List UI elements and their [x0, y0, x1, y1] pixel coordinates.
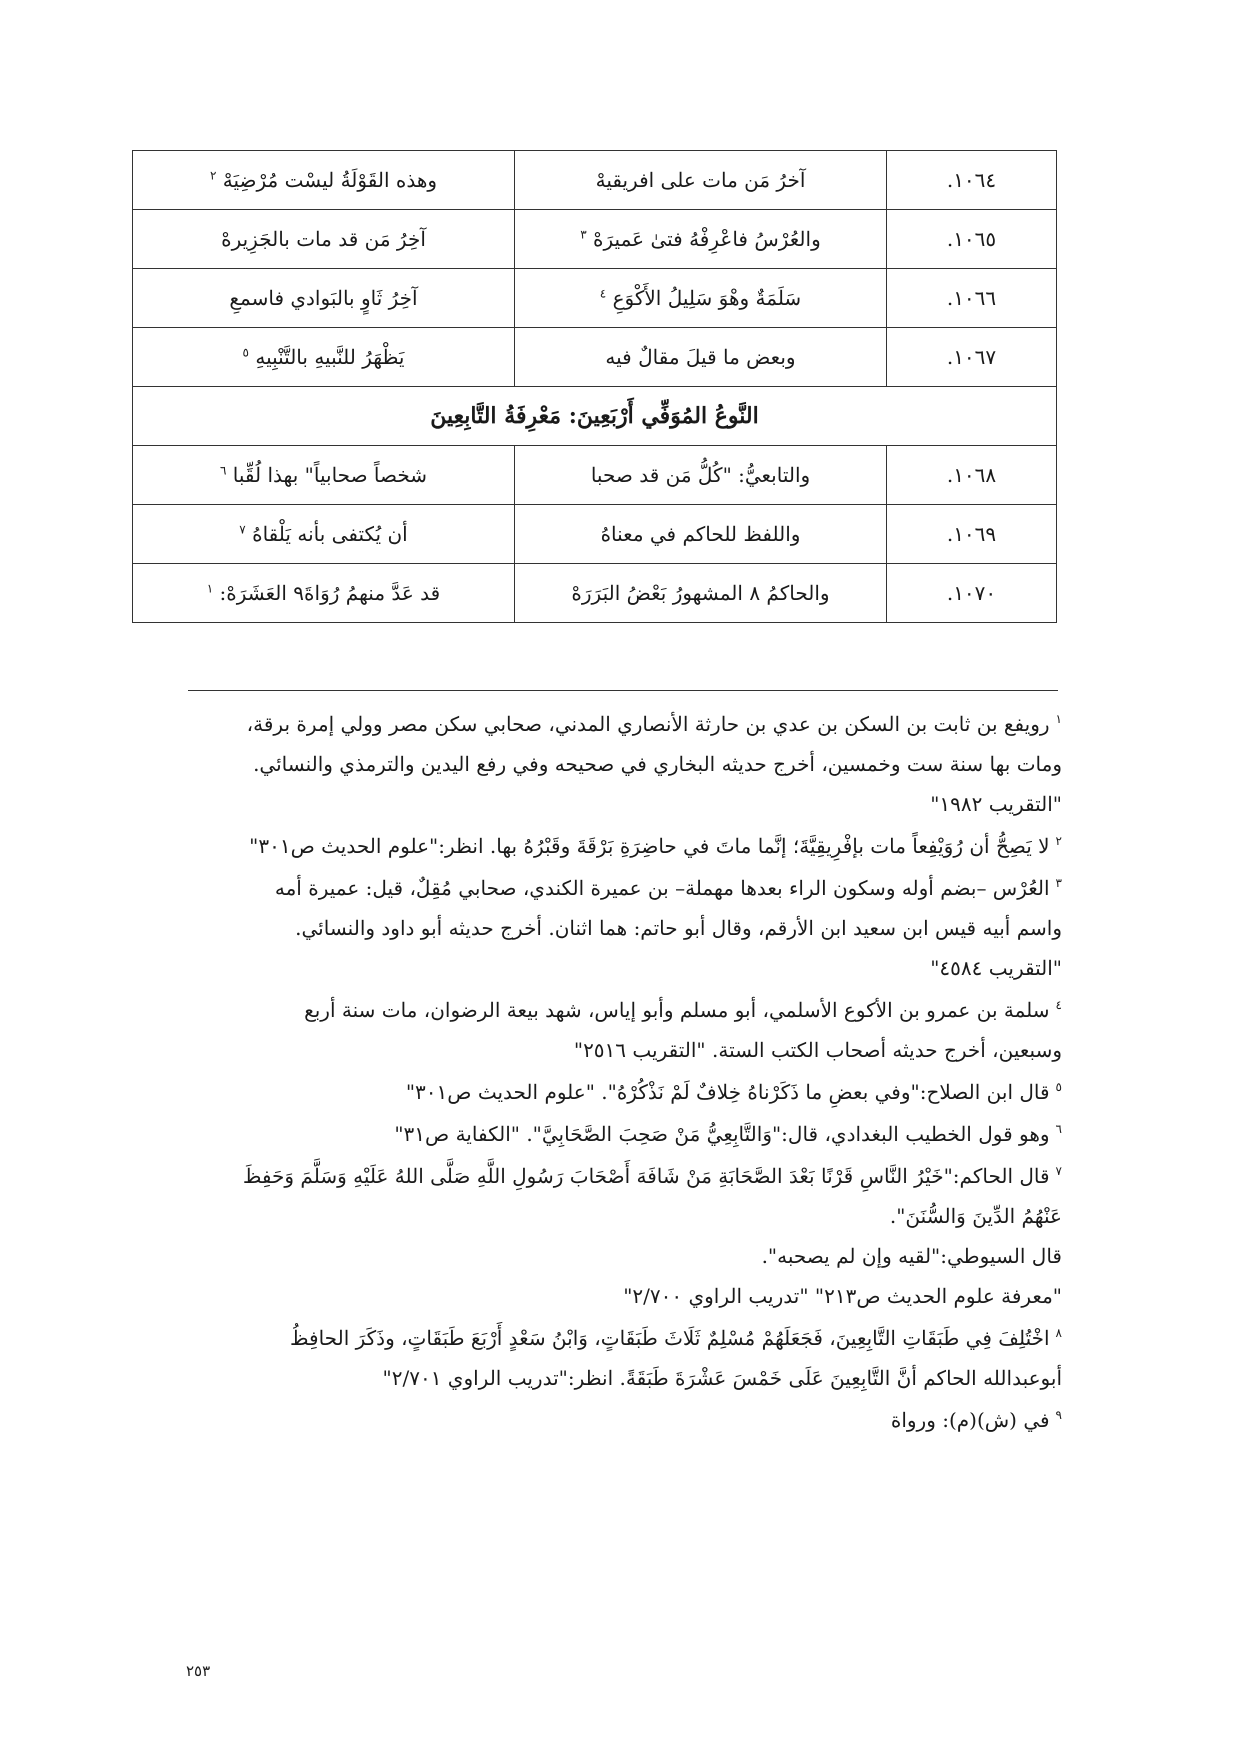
- page-number: ٢٥٣: [186, 1662, 211, 1680]
- first-hemistich: [515, 505, 887, 564]
- verse-row: [133, 210, 1057, 269]
- footnote-line: [182, 1400, 1062, 1440]
- footnote-line: [182, 1196, 1062, 1236]
- verse-row: [133, 564, 1057, 623]
- footnote-separator: [188, 690, 1058, 691]
- second-hemistich: [133, 564, 515, 623]
- footnote-marker[interactable]: ٢: [209, 168, 217, 183]
- footnotes-section: [182, 704, 1062, 1442]
- footnote-line: [182, 826, 1062, 866]
- footnote-line: [182, 1156, 1062, 1196]
- footnote-marker[interactable]: ٣: [580, 227, 587, 242]
- second-hemistich: [133, 210, 515, 269]
- first-hemistich-text: وبعض ما قيلَ مقالٌ فيه: [605, 345, 796, 369]
- footnote-line: [182, 784, 1062, 824]
- footnote-text: "التقريب ١٩٨٢": [930, 792, 1062, 816]
- footnote-text: وسبعين، أخرج حديثه أصحاب الكتب الستة. "التقريب ٢٥١٦": [573, 1038, 1062, 1062]
- second-hemistich-text: آخِرُ مَن قد مات بالجَزِيرهْ: [221, 227, 426, 251]
- footnote-number: ٦: [1055, 1122, 1062, 1137]
- footnote-text: قال الحاكم:"خَيْرُ النَّاسِ قَرْنًا بَعْدَ الصَّحَابَةِ مَنْ شَافَهَ أَصْحَابَ رَسُولِ اللَّهِ صَلَّى اللهُ عَلَيْهِ وَسَلَّمَ وَحَفِظَ: [242, 1164, 1050, 1188]
- chapter-heading-row: [133, 387, 1057, 446]
- first-hemistich-text: سَلَمَةٌ وهْوَ سَلِيلُ الأَكْوَعِ: [612, 286, 802, 310]
- footnote-number: ٢: [1055, 834, 1062, 849]
- footnote-number: ٤: [1055, 998, 1062, 1013]
- footnote: [182, 868, 1062, 988]
- verse-number: ١٠٦٨.: [887, 446, 1057, 505]
- first-hemistich-text: آخرُ مَن مات على افريقيهْ: [595, 168, 806, 192]
- verse-row: [133, 446, 1057, 505]
- footnote: [182, 1114, 1062, 1154]
- second-hemistich: [133, 446, 515, 505]
- footnote-number: ١: [1055, 712, 1062, 727]
- second-hemistich: [133, 151, 515, 210]
- footnote-line: [182, 1236, 1062, 1276]
- second-hemistich-text: يَظْهَرُ للنَّبيهِ بالتَّنْبِيهِ: [255, 345, 405, 369]
- verse-number: ١٠٧٠.: [887, 564, 1057, 623]
- footnote-line: [182, 1318, 1062, 1358]
- first-hemistich: [515, 151, 887, 210]
- first-hemistich: [515, 328, 887, 387]
- second-hemistich: [133, 269, 515, 328]
- verse-number: ١٠٦٧.: [887, 328, 1057, 387]
- verse-row: [133, 505, 1057, 564]
- second-hemistich-text: شخصاً صحابياً" بهذا لُقِّبا: [232, 463, 428, 487]
- footnote-text: رويفع بن ثابت بن السكن بن عدي بن حارثة الأنصاري المدني، صحابي سكن مصر وولي إمرة برقة،: [246, 712, 1050, 736]
- footnote: [182, 1318, 1062, 1398]
- footnote-text: اخْتُلِفَ فِي طَبَقَاتِ التَّابِعِينَ، فَجَعَلَهُمْ مُسْلِمٌ ثَلَاثَ طَبَقَاتٍ، وَابْنُ سَعْدٍ أَرْبَعَ طَبَقَاتٍ، وذَكَرَ الحافِظُ: [290, 1326, 1050, 1350]
- footnote-text: وهو قول الخطيب البغدادي، قال:"وَالتَّابِعِيُّ مَنْ صَحِبَ الصَّحَابِيَّ". "الكفاية ص٣١": [394, 1122, 1050, 1146]
- footnote: [182, 1400, 1062, 1440]
- footnote-line: [182, 1358, 1062, 1398]
- first-hemistich-text: والتابعيُّ: "كُلُّ مَن قد صحبا: [590, 463, 811, 487]
- footnote-text: لا يَصِحُّ أن رُوَيْفِعاً مات بإفْرِيقِيَّةَ؛ إنَّما ماتَ في حاضِرَةِ بَرْقَةَ وقَبْرُهُ بها. انظر:"علوم الحديث ص٣٠١": [249, 834, 1050, 858]
- second-hemistich-text: أن يُكتفى بأنه يَلْقاهُ: [252, 522, 408, 546]
- footnote-text: قال ابن الصلاح:"وفي بعضِ ما ذَكَرْناهُ خِلافٌ لَمْ نَذْكُرْهُ". "علوم الحديث ص٣٠١": [405, 1080, 1050, 1104]
- footnote-text: العُرْس –بضم أوله وسكون الراء بعدها مهملة– بن عميرة الكندي، صحابي مُقِلٌ، قيل: عميرة أمه: [274, 876, 1050, 900]
- first-hemistich: [515, 210, 887, 269]
- footnote-line: [182, 744, 1062, 784]
- verse-number: ١٠٦٦.: [887, 269, 1057, 328]
- verse-number: ١٠٦٤.: [887, 151, 1057, 210]
- footnote-line: [182, 868, 1062, 908]
- footnote-marker[interactable]: ٧: [239, 522, 246, 537]
- footnote: [182, 990, 1062, 1070]
- footnote-text: "التقريب ٤٥٨٤": [930, 956, 1062, 980]
- footnote-text: ومات بها سنة ست وخمسين، أخرج حديثه البخاري في صحيحه وفي رفع اليدين والترمذي والنسائي.: [253, 752, 1062, 776]
- second-hemistich-text: وهذه القَوْلَةُ ليسْت مُرْضِيَهْ: [222, 168, 438, 192]
- footnote-number: ٣: [1055, 876, 1062, 891]
- footnote: [182, 1156, 1062, 1316]
- verse-row: [133, 151, 1057, 210]
- second-hemistich-text: قد عَدَّ منهمُ رُوَاةَ٩ العَشَرَهْ:: [219, 581, 441, 605]
- footnote-number: ٩: [1055, 1408, 1062, 1423]
- footnote-line: [182, 1072, 1062, 1112]
- footnote-line: [182, 1114, 1062, 1154]
- footnote-text: "معرفة علوم الحديث ص٢١٣" "تدريب الراوي ٢/٧٠٠": [623, 1284, 1062, 1308]
- footnote-line: [182, 1030, 1062, 1070]
- footnote-text: واسم أبيه قيس ابن سعيد ابن الأرقم، وقال أبو حاتم: هما اثنان. أخرج حديثه أبو داود والنسائي.: [295, 916, 1062, 940]
- first-hemistich-text: والحاكمُ ٨ المشهورُ بَعْضُ البَرَرَهْ: [571, 581, 830, 605]
- footnote-text: عَنْهُمُ الدِّينَ وَالسُّنَنَ".: [889, 1204, 1062, 1228]
- footnote-line: [182, 948, 1062, 988]
- second-hemistich-text: آخِرُ ثَاوٍ بالبَوادي فاسمعِ: [229, 286, 418, 310]
- footnote-number: ٧: [1055, 1164, 1062, 1179]
- footnote-line: [182, 704, 1062, 744]
- footnote-marker[interactable]: ٥: [242, 345, 249, 360]
- first-hemistich-text: والعُرْسُ فاعْرِفْهُ فتىٰ عَميرَهْ: [593, 227, 821, 251]
- footnote-text: قال السيوطي:"لقيه وإن لم يصحبه".: [761, 1244, 1062, 1268]
- footnote-line: [182, 990, 1062, 1030]
- verse-row: [133, 328, 1057, 387]
- footnote-marker[interactable]: ١: [206, 581, 214, 596]
- verse-table: [132, 150, 1057, 623]
- first-hemistich: [515, 564, 887, 623]
- second-hemistich: [133, 328, 515, 387]
- footnote: [182, 1072, 1062, 1112]
- footnote-marker[interactable]: ٤: [599, 286, 607, 301]
- first-hemistich-text: واللفظ للحاكم في معناهُ: [600, 522, 801, 546]
- footnote: [182, 826, 1062, 866]
- footnote-number: ٨: [1055, 1326, 1062, 1341]
- verse-number: ١٠٦٥.: [887, 210, 1057, 269]
- footnote-number: ٥: [1055, 1080, 1062, 1095]
- footnote-line: [182, 908, 1062, 948]
- footnote: [182, 704, 1062, 824]
- verse-number: ١٠٦٩.: [887, 505, 1057, 564]
- first-hemistich: [515, 446, 887, 505]
- footnote-line: [182, 1276, 1062, 1316]
- footnote-marker[interactable]: ٦: [219, 463, 227, 478]
- footnote-text: سلمة بن عمرو بن الأكوع الأسلمي، أبو مسلم وأبو إياس، شهد بيعة الرضوان، مات سنة أربع: [304, 998, 1050, 1022]
- first-hemistich: [515, 269, 887, 328]
- footnote-text: في (ش)(م): ورواة: [890, 1408, 1050, 1432]
- second-hemistich: [133, 505, 515, 564]
- verse-row: [133, 269, 1057, 328]
- footnote-text: أبوعبدالله الحاكم أنَّ التَّابِعِينَ عَلَى خَمْسَ عَشْرَةَ طَبَقَةً. انظر:"تدريب الراوي ٢/٧٠١": [382, 1366, 1062, 1390]
- chapter-heading: النَّوعُ المُوَفِّي أَرْبَعِينَ: مَعْرِفَةُ التَّابِعِينَ: [133, 387, 1057, 446]
